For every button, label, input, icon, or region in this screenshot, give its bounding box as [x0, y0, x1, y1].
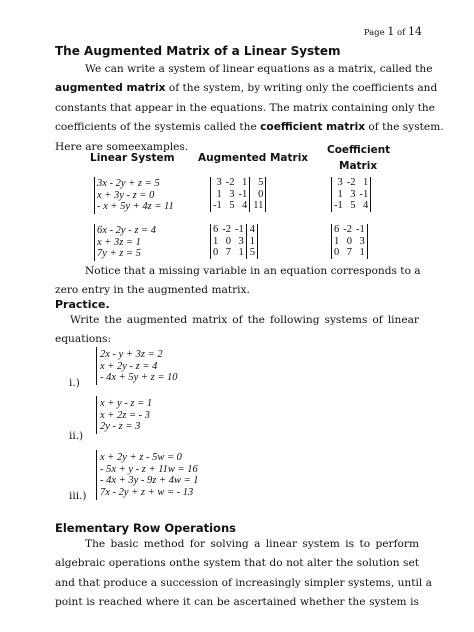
section-title: The Augmented Matrix of a Linear System — [55, 44, 341, 58]
header-matrix: Matrix — [339, 160, 378, 172]
practice-instructions — [55, 311, 419, 350]
augmented-term: augmented matrix — [55, 82, 166, 95]
problem-2-brace — [96, 396, 97, 434]
problem-3-brace — [96, 450, 97, 500]
page-number-prefix: Page — [363, 28, 385, 38]
elementary-heading: Elementary Row Operations — [55, 521, 236, 535]
problem-2-system — [100, 398, 152, 433]
augmented-matrix-1: 3 -2 1 5 1 3 -1 0 -1 5 4 11 — [210, 177, 266, 212]
problem-1-eq-3: - 4x + 5y + z = 10 — [100, 372, 178, 383]
system-1-eq-3: - x + 5y + 4z = 11 — [97, 201, 174, 212]
system-1-eq-1: 3x - 2y + z = 5 — [97, 178, 160, 189]
problem-3-eq-2: - 5x + y - z + 11w = 16 — [100, 463, 198, 475]
intro-line-5: Here are someexamples. — [55, 140, 189, 153]
header-augmented-matrix: Augmented Matrix — [198, 152, 309, 164]
page-number-current: 1 — [387, 25, 395, 38]
coefficient-term: coefficient matrix — [260, 121, 366, 134]
notice-line-2: zero entry in the augmented matrix. — [55, 284, 250, 297]
system-1-eq-2: x + 3y - z = 0 — [97, 189, 155, 201]
problem-1-eq-2: x + 2y - z = 4 — [100, 360, 158, 372]
practice-heading: Practice. — [55, 298, 110, 311]
practice-instr-line-1: Write the augmented matrix of the following systems of linear — [70, 314, 419, 326]
elementary-line-2: algebraic operations onthe system that do not alter the solution set — [55, 557, 419, 570]
problem-1-brace — [96, 347, 97, 385]
elementary-line-3: and that produce a succession of increasingly simpler systems, until a — [55, 576, 432, 589]
problem-3-system — [100, 452, 199, 498]
system-2-eq-3: 7y + z = 5 — [97, 248, 141, 259]
elementary-line-4: point is reached where it can be ascertained whether the system is — [55, 596, 419, 609]
header-coefficient: Coefficient — [327, 144, 391, 156]
intro-line-4: coefficients of the systemis called the coefficient matrix of the system. — [55, 121, 444, 134]
system-2-eq-2: x + 3z = 1 — [97, 236, 141, 248]
problem-3-eq-3: - 4x + 3y - 9z + 4w = 1 — [100, 475, 199, 486]
coefficient-matrix-2: 6 -2 -1 1 0 3 0 7 1 — [331, 224, 368, 259]
problem-2-eq-1: x + y - z = 1 — [100, 398, 153, 409]
header-linear-system: Linear System — [90, 152, 175, 164]
problem-1-system — [100, 349, 178, 384]
notice-line-1: Notice that a missing variable in an equation corresponds to a — [85, 265, 421, 277]
page-number — [364, 25, 422, 38]
system-2-eq-1: 6x - 2y - z = 4 — [97, 225, 156, 236]
system-2-brace — [94, 224, 95, 261]
problem-1-eq-1: 2x - y + 3z = 2 — [100, 349, 163, 360]
problem-2-label: ii.) — [69, 430, 84, 442]
system-1 — [97, 178, 174, 213]
elementary-line-1: The basic method for solving a linear system is to perform — [85, 538, 419, 550]
intro-line-3: constants that appear in the equations. The matrix containing only the — [55, 101, 435, 114]
problem-1-label: i.) — [69, 377, 80, 389]
problem-3-label: iii.) — [69, 490, 87, 502]
practice-instr-line-2: equations: — [55, 333, 112, 346]
elementary-paragraph — [55, 535, 432, 613]
system-2 — [97, 225, 156, 260]
page-number-of: of — [397, 28, 406, 38]
intro-line-2: augmented matrix of the system, by writing only the coefficients and — [55, 82, 438, 95]
problem-2-eq-3: 2y - z = 3 — [100, 421, 141, 432]
coefficient-matrix-1: 3 -2 1 1 3 -1 -1 5 4 — [331, 177, 371, 212]
augmented-matrix-2: 6 -2 -1 4 1 0 3 1 0 7 1 5 — [210, 224, 258, 259]
problem-2-eq-2: x + 2z = - 3 — [100, 409, 151, 421]
problem-3-eq-1: x + 2y + z - 5w = 0 — [100, 452, 182, 463]
problem-3-eq-4: 7x - 2y + z + w = - 13 — [100, 486, 194, 498]
page-number-total: 14 — [408, 25, 422, 38]
intro-line-1: We can write a system of linear equations as a matrix, called the — [85, 63, 433, 75]
notice-paragraph — [55, 262, 419, 301]
intro-paragraph — [55, 60, 444, 157]
system-1-brace — [94, 177, 95, 214]
